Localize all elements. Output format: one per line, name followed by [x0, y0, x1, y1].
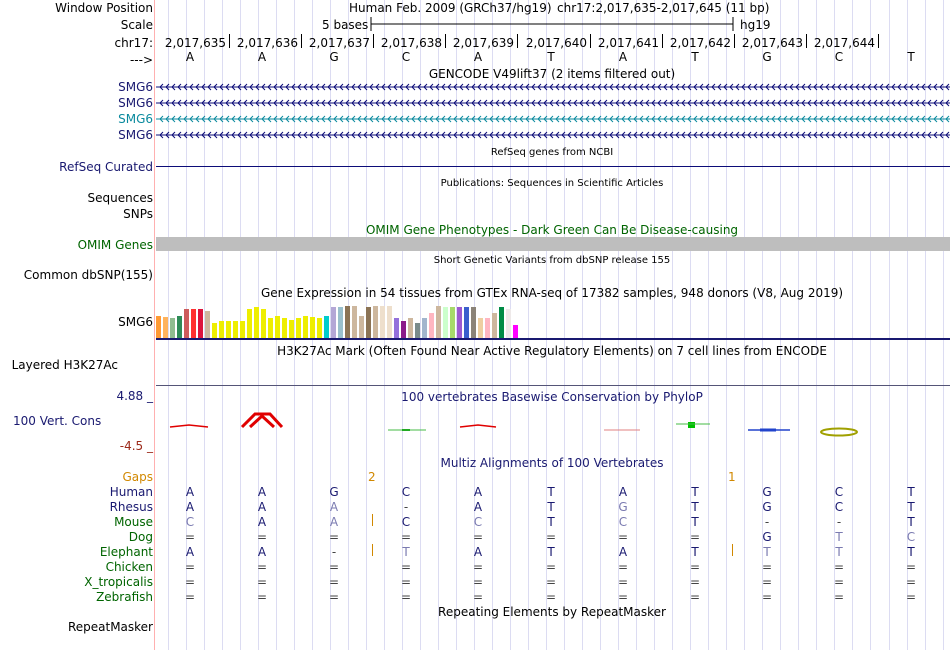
ruler-position-label: 2,017,638: [380, 36, 442, 50]
alignment-base: A: [473, 545, 483, 559]
alignment-base: =: [400, 575, 412, 589]
alignment-base: -: [331, 545, 337, 559]
base-letter: G: [329, 50, 339, 64]
repeatmasker-label[interactable]: RepeatMasker: [67, 620, 153, 634]
alignment-base: T: [402, 545, 410, 559]
alignment-base: T: [691, 515, 699, 529]
alignment-base: A: [257, 500, 267, 514]
omim-title: OMIM Gene Phenotypes - Dark Green Can Be Disease-causing: [365, 223, 739, 237]
alignment-base: -: [403, 500, 409, 514]
alignment-base: A: [257, 515, 267, 529]
alignment-base: =: [184, 590, 196, 604]
phylop-glyph-c10: [821, 429, 857, 436]
alignment-base: =: [905, 590, 917, 604]
alignment-base: T: [763, 545, 771, 559]
refseq-title: RefSeq genes from NCBI: [490, 147, 614, 158]
alignment-base: T: [907, 545, 915, 559]
ruler-position-label: 2,017,637: [308, 36, 370, 50]
ruler-position-label: 2,017,639: [452, 36, 514, 50]
alignment-base: =: [256, 560, 268, 574]
alignment-base: T: [691, 500, 699, 514]
base-letter: A: [185, 50, 195, 64]
alignment-base: =: [256, 575, 268, 589]
alignment-base: T: [547, 545, 555, 559]
phylop-min-label: -4.5 _: [119, 439, 153, 453]
alignment-base: T: [547, 485, 555, 499]
alignment-base: =: [545, 590, 557, 604]
alignment-base: A: [185, 500, 195, 514]
gaps-mark-2: 1: [728, 470, 736, 484]
alignment-base: G: [329, 485, 339, 499]
alignment-base: G: [618, 500, 628, 514]
dbsnp-title: Short Genetic Variants from dbSNP release 155: [433, 255, 671, 266]
species-label[interactable]: Elephant: [99, 545, 153, 559]
alignment-base: =: [761, 590, 773, 604]
species-label[interactable]: X_tropicalis: [84, 575, 153, 589]
scale-bar-text: 5 bases: [322, 18, 369, 32]
alignment-base: T: [547, 515, 555, 529]
alignment-base: =: [617, 575, 629, 589]
alignment-base: C: [906, 530, 916, 544]
alignment-base: A: [257, 485, 267, 499]
alignment-base: -: [836, 515, 842, 529]
base-letter: G: [762, 50, 772, 64]
alignment-base: =: [328, 590, 340, 604]
window-position-label: Window Position: [55, 1, 153, 15]
gaps-mark-1: 2: [368, 470, 376, 484]
alignment-base: T: [691, 545, 699, 559]
alignment-base: =: [833, 575, 845, 589]
alignment-base: T: [907, 515, 915, 529]
alignment-base: =: [545, 560, 557, 574]
alignment-base: =: [761, 575, 773, 589]
alignment-base: =: [400, 560, 412, 574]
gtex-gene-label[interactable]: SMG6: [118, 315, 153, 329]
phylop-glyph-a5: [460, 425, 496, 427]
publications-title: Publications: Sequences in Scientific Articles: [440, 178, 664, 189]
refseq-label[interactable]: RefSeq Curated: [59, 160, 153, 174]
alignment-base: =: [184, 575, 196, 589]
chrom-label: chr17:: [114, 36, 153, 50]
base-letter: A: [473, 50, 483, 64]
vert-cons-label[interactable]: 100 Vert. Cons: [13, 414, 102, 428]
alignment-base: C: [473, 515, 483, 529]
species-label[interactable]: Dog: [128, 530, 153, 544]
alignment-base: =: [472, 530, 484, 544]
alignment-base: =: [328, 530, 340, 544]
alignment-base: =: [761, 560, 773, 574]
strand-label: --->: [129, 53, 153, 67]
alignment-base: -: [764, 515, 770, 529]
alignment-base: =: [256, 590, 268, 604]
species-label[interactable]: Human: [109, 485, 153, 499]
base-letter: T: [907, 50, 915, 64]
phylop-glyph-a1: [170, 425, 208, 427]
alignment-base: T: [907, 485, 915, 499]
alignment-base: =: [184, 560, 196, 574]
alignment-base: =: [545, 530, 557, 544]
ruler-position-label: 2,017,644: [813, 36, 875, 50]
alignment-base: =: [328, 560, 340, 574]
alignment-base: =: [472, 560, 484, 574]
ruler-position-label: 2,017,636: [236, 36, 298, 50]
base-letter: A: [257, 50, 267, 64]
assembly-title: Human Feb. 2009 (GRCh37/hg19): [349, 1, 552, 15]
position-readout: chr17:2,017,635-2,017,645 (11 bp): [557, 1, 770, 15]
alignment-base: =: [905, 575, 917, 589]
alignment-base: =: [472, 575, 484, 589]
alignment-base: T: [547, 500, 555, 514]
alignment-base: =: [472, 590, 484, 604]
alignment-base: C: [834, 485, 844, 499]
alignment-base: T: [835, 545, 843, 559]
alignment-base: C: [401, 515, 411, 529]
species-label[interactable]: Zebrafish: [96, 590, 153, 604]
alignment-base: A: [185, 545, 195, 559]
alignment-base: A: [329, 500, 339, 514]
alignment-base: =: [400, 530, 412, 544]
alignment-base: A: [618, 545, 628, 559]
insertion-marker: [732, 544, 733, 556]
alignment-base: G: [762, 530, 772, 544]
phylop-glyph-a2: [242, 414, 282, 427]
smg6-label-3[interactable]: SMG6: [118, 112, 153, 126]
alignment-base: G: [762, 485, 772, 499]
alignment-base: A: [473, 485, 483, 499]
alignment-base: =: [328, 575, 340, 589]
alignment-base: =: [256, 530, 268, 544]
alignment-base: T: [907, 500, 915, 514]
alignment-base: C: [401, 485, 411, 499]
alignment-base: =: [905, 560, 917, 574]
base-letter: A: [618, 50, 628, 64]
omim-label[interactable]: OMIM Genes: [77, 238, 153, 252]
alignment-base: =: [617, 530, 629, 544]
base-letter: T: [547, 50, 555, 64]
multiz-title: Multiz Alignments of 100 Vertebrates: [440, 456, 664, 470]
insertion-marker: [372, 544, 373, 556]
h3k27-title: H3K27Ac Mark (Often Found Near Active Regulatory Elements) on 7 cell lines from ENCODE: [277, 344, 827, 358]
alignment-base: =: [689, 530, 701, 544]
alignment-base: =: [833, 590, 845, 604]
alignment-base: =: [689, 590, 701, 604]
alignment-base: C: [618, 515, 628, 529]
alignment-base: =: [617, 590, 629, 604]
smg6-label-2[interactable]: SMG6: [118, 96, 153, 110]
alignment-base: T: [691, 485, 699, 499]
alignment-base: A: [473, 500, 483, 514]
species-label[interactable]: Rhesus: [109, 500, 153, 514]
scale-label: Scale: [120, 18, 153, 32]
insertion-marker: [372, 514, 373, 526]
repeatmasker-title: Repeating Elements by RepeatMasker: [438, 605, 666, 619]
gaps-label[interactable]: Gaps: [122, 470, 153, 484]
scale-db: hg19: [740, 18, 771, 32]
h3k27-label[interactable]: Layered H3K27Ac: [11, 358, 118, 372]
alignment-base: A: [185, 485, 195, 499]
ruler-position-label: 2,017,643: [741, 36, 803, 50]
alignment-base: =: [400, 590, 412, 604]
alignment-base: =: [689, 560, 701, 574]
alignment-base: C: [834, 500, 844, 514]
base-letter: T: [691, 50, 699, 64]
snps-label[interactable]: SNPs: [123, 207, 153, 221]
gtex-title: Gene Expression in 54 tissues from GTEx RNA-seq of 17382 samples, 948 donors (V8, Aug 2019): [260, 286, 844, 300]
alignment-base: =: [184, 530, 196, 544]
base-letter: C: [834, 50, 844, 64]
phylop-max-label: 4.88 _: [116, 389, 153, 403]
ruler-position-label: 2,017,641: [597, 36, 659, 50]
species-label[interactable]: Chicken: [105, 560, 153, 574]
alignment-base: A: [257, 545, 267, 559]
dbsnp-label[interactable]: Common dbSNP(155): [23, 268, 153, 282]
smg6-label-1[interactable]: SMG6: [118, 80, 153, 94]
ruler-position-label: 2,017,640: [525, 36, 587, 50]
alignment-base: A: [618, 485, 628, 499]
ruler-position-label: 2,017,642: [669, 36, 731, 50]
alignment-base: C: [185, 515, 195, 529]
alignment-base: A: [329, 515, 339, 529]
phylop-glyph-t8: [676, 422, 710, 428]
sequences-label[interactable]: Sequences: [87, 191, 153, 205]
phylop-title: 100 vertebrates Basewise Conservation by PhyloP: [401, 390, 703, 404]
alignment-base: T: [835, 530, 843, 544]
alignment-base: =: [617, 560, 629, 574]
species-label[interactable]: Mouse: [114, 515, 153, 529]
smg6-label-4[interactable]: SMG6: [118, 128, 153, 142]
alignment-base: =: [833, 560, 845, 574]
alignment-base: G: [762, 500, 772, 514]
gencode-title: GENCODE V49lift37 (2 items filtered out): [428, 67, 676, 81]
alignment-base: =: [689, 575, 701, 589]
base-letter: C: [401, 50, 411, 64]
alignment-base: =: [545, 575, 557, 589]
ruler-position-label: 2,017,635: [164, 36, 226, 50]
